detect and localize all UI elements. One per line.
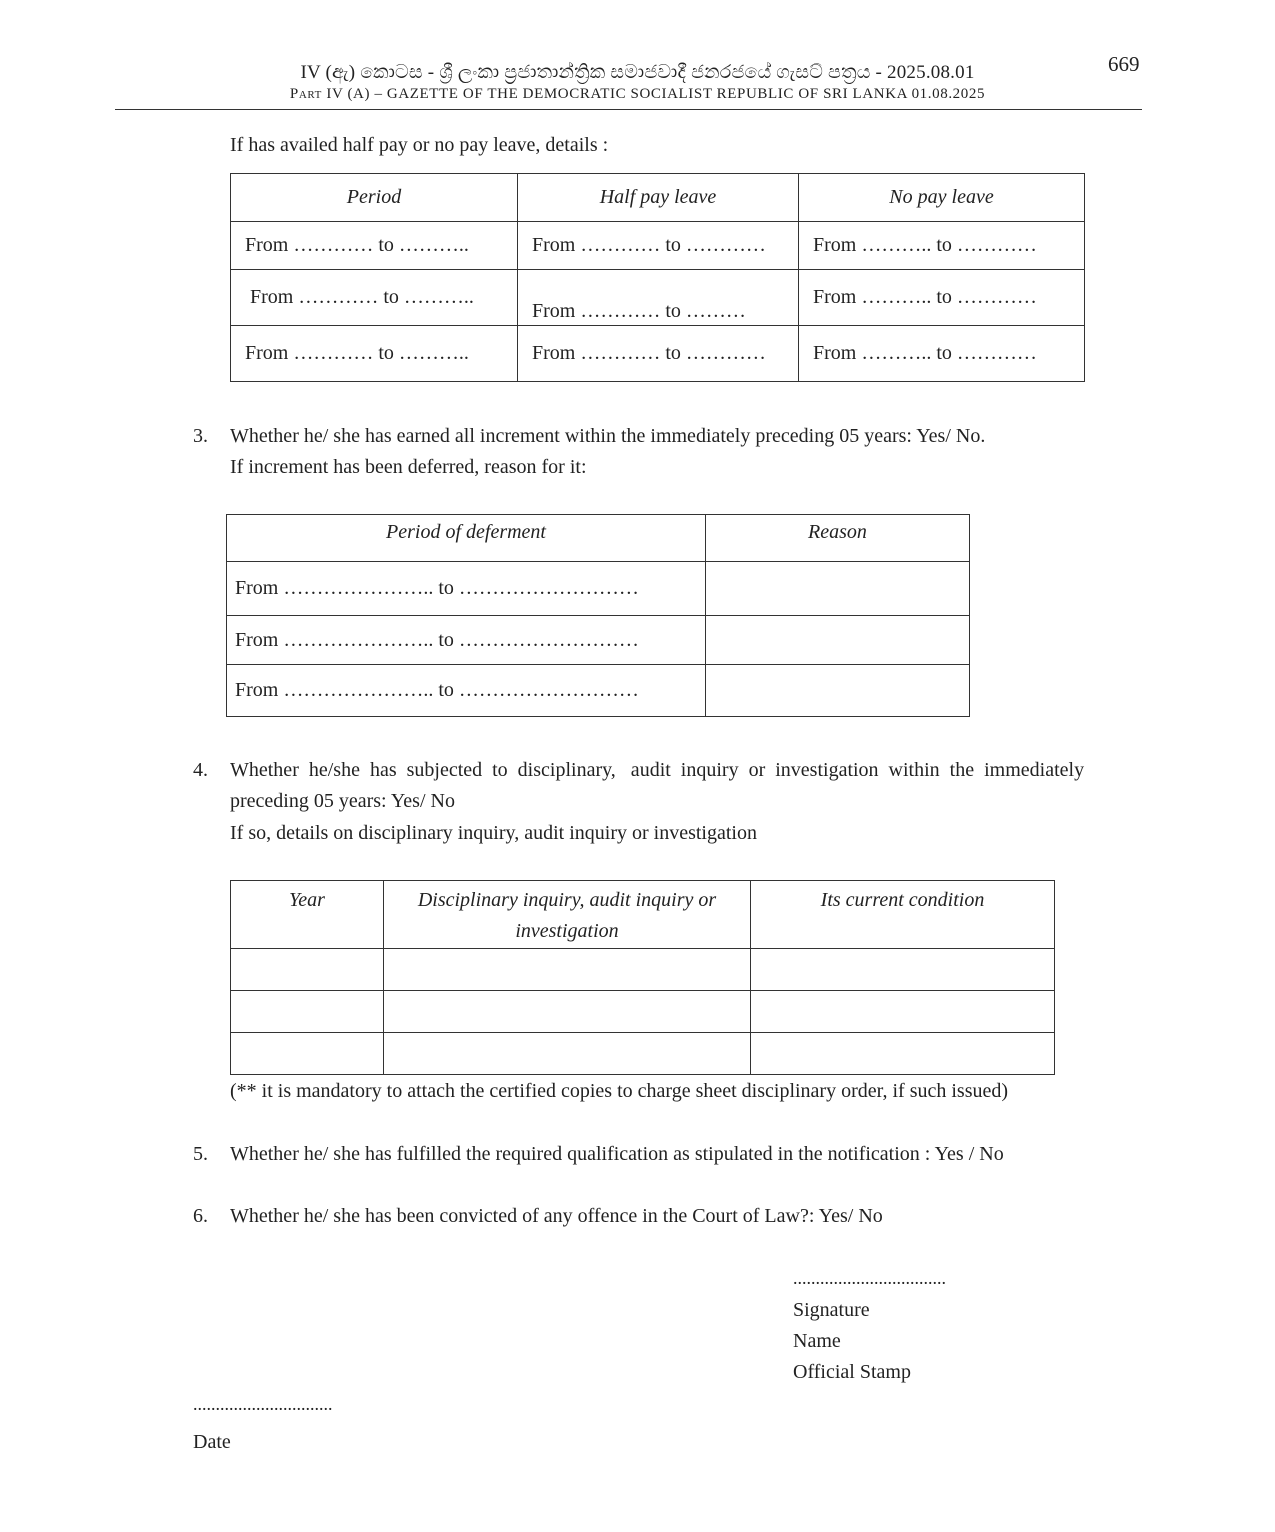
- header-period-of-deferment: Period of deferment: [227, 515, 706, 562]
- header-divider: [115, 109, 1142, 110]
- table-row: [231, 270, 1085, 326]
- deferment-period-cell: From ………………….. to ………………………: [227, 665, 706, 717]
- reason-cell: [706, 616, 970, 665]
- deferment-period-cell: From ………………….. to ………………………: [227, 562, 706, 616]
- signature-label: Signature: [793, 1299, 870, 1321]
- header-inquiry-line2: investigation: [515, 920, 619, 942]
- table-row: [231, 222, 1085, 270]
- item-6-number: 6.: [193, 1205, 208, 1227]
- header-title-sinhala: ශ්‍රී ලංකා ප්‍රජාතාන්ත්‍රික සමාජවාදී ජනරජයේ ගැසට් පත්‍රය: [439, 62, 871, 83]
- table-row: [227, 616, 970, 665]
- name-label: Name: [793, 1330, 841, 1352]
- no-pay-cell: From ……….. to …………: [799, 222, 1085, 270]
- inquiry-cell: [384, 949, 751, 991]
- half-pay-cell: From ………… to ………: [518, 270, 799, 326]
- period-cell: From ………… to ………..: [231, 270, 518, 326]
- header-year: Year: [231, 881, 384, 949]
- header-part-initial: P: [289, 86, 299, 102]
- table-header-row: [231, 174, 1085, 222]
- condition-cell: [751, 991, 1055, 1033]
- table-row: [227, 562, 970, 616]
- date-line: ...............................: [193, 1394, 333, 1414]
- header-period: Period: [231, 174, 518, 222]
- header-part: IV (ඇ) කොටස: [300, 62, 423, 83]
- item-3-number: 3.: [193, 425, 208, 447]
- table-row: [231, 991, 1055, 1033]
- table-header-row: [227, 515, 970, 562]
- gazette-header-sinhala: IV (ඇ) කොටස - ශ්‍රී ලංකා ප්‍රජාතාන්ත්‍රික සමාජවාදී ජනරජයේ ගැසට් පත්‍රය - 2025.08.01: [300, 62, 975, 83]
- item-3-question: Whether he/ she has earned all increment within the immediately preceding 05 years: Yes/ No.: [230, 425, 986, 447]
- item-6-question: Whether he/ she has been convicted of any offence in the Court of Law?: Yes/ No: [230, 1205, 883, 1227]
- item-4-sub: If so, details on disciplinary inquiry, audit inquiry or investigation: [230, 822, 757, 844]
- item-3-sub: If increment has been deferred, reason for it:: [230, 456, 587, 478]
- no-pay-cell: From ……….. to …………: [799, 270, 1085, 326]
- header-reason: Reason: [706, 515, 970, 562]
- item-4-question-line1: Whether he/she has subjected to disciplinary, audit inquiry or investigation within the immediately: [230, 759, 1085, 781]
- inquiry-cell: [384, 1033, 751, 1075]
- no-pay-cell: From ……….. to …………: [799, 326, 1085, 382]
- deferment-table: [226, 514, 970, 717]
- deferment-period-cell: From ………………….. to ………………………: [227, 616, 706, 665]
- table-row: [231, 1033, 1055, 1075]
- header-current-condition: Its current condition: [751, 881, 1055, 949]
- half-pay-cell: From ………… to …………: [518, 326, 799, 382]
- period-cell: From ………… to ………..: [231, 222, 518, 270]
- mandatory-note: (** it is mandatory to attach the certified copies to charge sheet disciplinary order, if such issued): [230, 1080, 1009, 1102]
- table-row: [231, 949, 1055, 991]
- date-label: Date: [193, 1431, 231, 1453]
- header-inquiry: [384, 881, 751, 949]
- item-5-question: Whether he/ she has fulfilled the required qualification as stipulated in the notification : Yes / No: [230, 1143, 1004, 1165]
- year-cell: [231, 1033, 384, 1075]
- inquiry-cell: [384, 991, 751, 1033]
- header-date: 2025.08.01: [887, 62, 975, 83]
- official-stamp-label: Official Stamp: [793, 1361, 911, 1383]
- signature-line: ..................................: [793, 1268, 946, 1288]
- period-cell: From ………… to ………..: [231, 326, 518, 382]
- item-4-number: 4.: [193, 759, 208, 781]
- condition-cell: [751, 1033, 1055, 1075]
- year-cell: [231, 949, 384, 991]
- header-no-pay-leave: No pay leave: [799, 174, 1085, 222]
- page-number: 669: [1108, 52, 1140, 76]
- item-5-number: 5.: [193, 1143, 208, 1165]
- table-row: [227, 665, 970, 717]
- header-inquiry-line1: Disciplinary inquiry, audit inquiry or: [417, 889, 717, 911]
- table-header-row: [231, 881, 1055, 949]
- header-title-english: IV (A) – GAZETTE OF THE DEMOCRATIC SOCIALIST REPUBLIC OF SRI LANKA 01.08.2025: [326, 86, 986, 102]
- leave-intro: If has availed half pay or no pay leave, details :: [230, 134, 609, 156]
- reason-cell: [706, 562, 970, 616]
- header-half-pay-leave: Half pay leave: [518, 174, 799, 222]
- leave-table: [230, 173, 1085, 382]
- half-pay-cell: From ………… to …………: [518, 222, 799, 270]
- inquiry-table: [230, 880, 1055, 1075]
- year-cell: [231, 991, 384, 1033]
- condition-cell: [751, 949, 1055, 991]
- reason-cell: [706, 665, 970, 717]
- table-row: [231, 326, 1085, 382]
- item-4-question-line2: preceding 05 years: Yes/ No: [230, 790, 455, 812]
- header-part-rest: ART: [298, 89, 322, 101]
- gazette-header-english: [0, 86, 1275, 103]
